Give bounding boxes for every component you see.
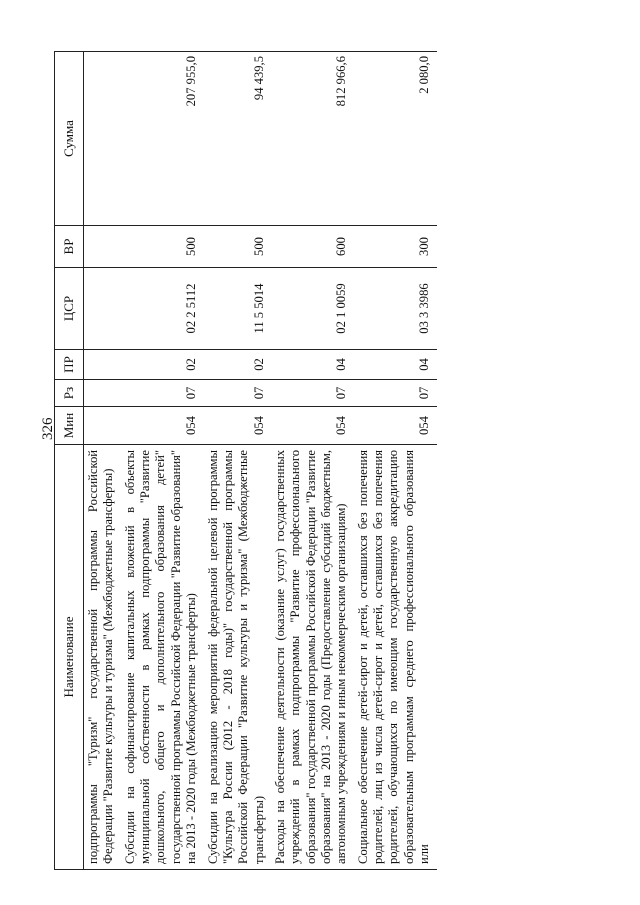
row-sum: 2 080,0	[354, 52, 437, 226]
row-sum: 812 966,6	[271, 52, 354, 226]
row-min: 054	[121, 407, 204, 445]
row-pr	[84, 350, 121, 380]
row-min: 054	[271, 407, 354, 445]
row-vr: 300	[354, 226, 437, 268]
row-csr: 11 5 5014	[204, 268, 271, 350]
budget-table	[54, 51, 437, 870]
row-sum: 94 439,5	[204, 52, 271, 226]
col-header-rz: Рз	[55, 380, 84, 407]
table-row	[204, 52, 271, 870]
table-row	[354, 52, 437, 870]
row-name: Социальное обеспечение детей-сирот и детей, оставшихся без попечения родителей, лиц из числа детей-сирот и детей, оставшихся без попечения родителей, обучающихся по имеющим государственную аккредитацию образовательным программам среднего профессионального образования или	[354, 445, 437, 870]
row-vr: 600	[271, 226, 354, 268]
rotated-budget-table	[54, 52, 574, 870]
row-sum	[84, 52, 121, 226]
row-rz: 07	[354, 380, 437, 407]
row-pr: 02	[121, 350, 204, 380]
row-csr: 02 2 5112	[121, 268, 204, 350]
table-header-row	[55, 52, 84, 870]
row-name: Субсидии на софинансирование капитальных вложений в объекты муниципальной собственности в рамках подпрограммы "Развитие дошкольного, общего и дополнительного образования детей" государственной программы Российской Федерации "Развитие образования" на 2013 - 2020 годы (Межбюджетные трансферты)	[121, 445, 204, 870]
row-rz: 07	[271, 380, 354, 407]
row-pr: 04	[271, 350, 354, 380]
row-csr: 03 3 3986	[354, 268, 437, 350]
row-rz: 07	[204, 380, 271, 407]
row-min: 054	[204, 407, 271, 445]
row-vr: 500	[204, 226, 271, 268]
row-vr	[84, 226, 121, 268]
row-csr	[84, 268, 121, 350]
col-header-sum: Сумма	[55, 52, 84, 226]
row-name: подпрограммы "Туризм" государственной программы Российской Федерации "Развитие культуры и туризма" (Межбюджетные трансферты)	[84, 445, 121, 870]
page-number: 326	[40, 417, 56, 440]
col-header-vr: ВР	[55, 226, 84, 268]
table-row	[121, 52, 204, 870]
col-header-name: Наименование	[55, 445, 84, 870]
row-pr: 04	[354, 350, 437, 380]
row-min: 054	[354, 407, 437, 445]
col-header-pr: ПР	[55, 350, 84, 380]
row-name: Субсидии на реализацию мероприятий федеральной целевой программы "Культура России (2012 - 2018 годы)" государственной программы Российской Федерации "Развитие культуры и туризма" (Межбюджетные трансферты)	[204, 445, 271, 870]
row-rz	[84, 380, 121, 407]
row-min	[84, 407, 121, 445]
col-header-csr: ЦСР	[55, 268, 84, 350]
table-row	[271, 52, 354, 870]
table-row	[84, 52, 121, 870]
row-csr: 02 1 0059	[271, 268, 354, 350]
row-pr: 02	[204, 350, 271, 380]
col-header-min: Мин	[55, 407, 84, 445]
row-name: Расходы на обеспечение деятельности (оказание услуг) государственных учреждений в рамках подпрограммы "Развитие профессионального образования" государственной программы Российской Федерации "Развитие образования" на 2013 - 2020 годы (Предоставление субсидий бюджетным, автономным учреждениям и иным некоммерческим организациям)	[271, 445, 354, 870]
row-vr: 500	[121, 226, 204, 268]
row-sum: 207 955,0	[121, 52, 204, 226]
row-rz: 07	[121, 380, 204, 407]
